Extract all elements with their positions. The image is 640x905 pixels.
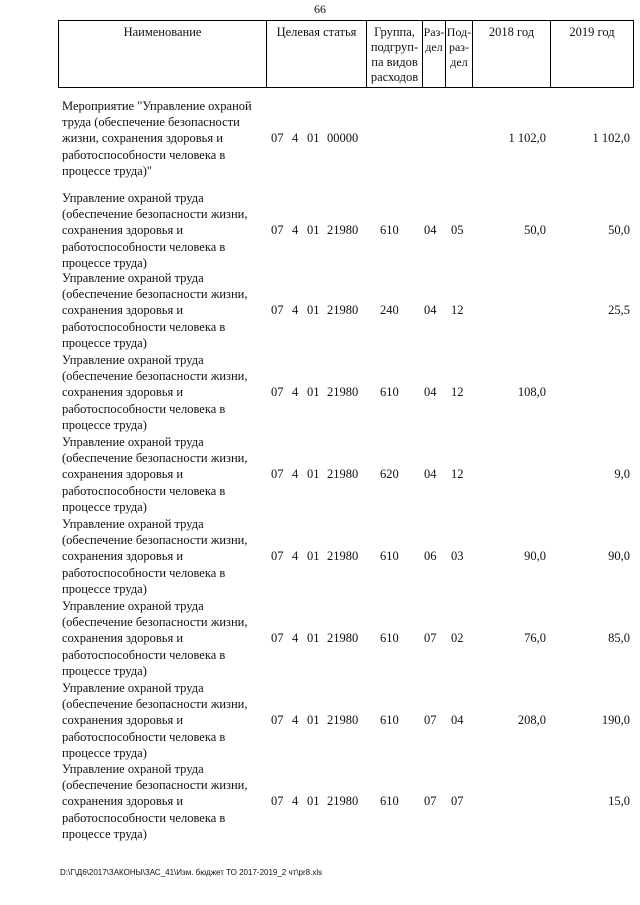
target-article-part2: 4 bbox=[292, 385, 299, 399]
amount-2018: 108,0 bbox=[517, 385, 546, 399]
header-target-article: Целевая статья bbox=[267, 21, 367, 87]
amount-2019: 1 102,0 bbox=[592, 131, 630, 145]
expense-group: 610 bbox=[380, 223, 399, 237]
podrazdel-code: 12 bbox=[451, 385, 464, 399]
expense-group: 610 bbox=[380, 794, 399, 808]
amount-2019: 90,0 bbox=[608, 549, 630, 563]
footer-file-path: D:\Г\Д6\2017\ЗАКОНЫ\ЗАС_41\Изм. бюджет ТО 2017-2019_2 чт\pr8.xls bbox=[60, 868, 323, 877]
target-article-part3: 01 bbox=[307, 631, 320, 645]
razdel-code: 04 bbox=[424, 303, 437, 317]
header-razdel: Раз-дел bbox=[423, 21, 446, 87]
target-article-part4: 21980 bbox=[327, 549, 359, 563]
podrazdel-code: 03 bbox=[451, 549, 464, 563]
expense-group: 610 bbox=[380, 385, 399, 399]
razdel-code: 04 bbox=[424, 223, 437, 237]
amount-2019: 85,0 bbox=[608, 631, 630, 645]
expense-group: 610 bbox=[380, 549, 399, 563]
target-article-part4: 21980 bbox=[327, 303, 359, 317]
target-article-part1: 07 bbox=[271, 131, 284, 145]
target-article-part3: 01 bbox=[307, 549, 320, 563]
header-2018: 2018 год bbox=[473, 21, 551, 87]
target-article-part1: 07 bbox=[271, 223, 284, 237]
podrazdel-code: 04 bbox=[451, 713, 464, 727]
target-article-part1: 07 bbox=[271, 631, 284, 645]
amount-2018: 208,0 bbox=[517, 713, 546, 727]
row-name: Управление охраной труда (обеспечение безопасности жизни, сохранения здоровья и работоспособности человека в процессе труда) bbox=[62, 353, 248, 432]
target-article-part3: 01 bbox=[307, 223, 320, 237]
podrazdel-code: 05 bbox=[451, 223, 464, 237]
amount-2019: 50,0 bbox=[608, 223, 630, 237]
header-2019: 2019 год bbox=[569, 25, 615, 39]
target-article-part1: 07 bbox=[271, 467, 284, 481]
row-name: Управление охраной труда (обеспечение безопасности жизни, сохранения здоровья и работоспособности человека в процессе труда) bbox=[62, 435, 248, 514]
target-article-part4: 21980 bbox=[327, 631, 359, 645]
target-article-part2: 4 bbox=[292, 549, 299, 563]
target-article-part4: 21980 bbox=[327, 223, 359, 237]
amount-2019: 9,0 bbox=[614, 467, 630, 481]
row-name: Управление охраной труда (обеспечение безопасности жизни, сохранения здоровья и работоспособности человека в процессе труда) bbox=[62, 681, 248, 760]
amount-2019: 15,0 bbox=[608, 794, 630, 808]
table-header bbox=[58, 20, 634, 88]
target-article-part3: 01 bbox=[307, 303, 320, 317]
target-article-part3: 01 bbox=[307, 713, 320, 727]
header-name: Наименование bbox=[59, 21, 267, 87]
target-article-part3: 01 bbox=[307, 467, 320, 481]
razdel-code: 04 bbox=[424, 385, 437, 399]
amount-2018: 1 102,0 bbox=[508, 131, 546, 145]
target-article-part2: 4 bbox=[292, 303, 299, 317]
amount-2018: 50,0 bbox=[524, 223, 546, 237]
target-article-part2: 4 bbox=[292, 713, 299, 727]
target-article-part4: 21980 bbox=[327, 467, 359, 481]
expense-group: 610 bbox=[380, 713, 399, 727]
razdel-code: 07 bbox=[424, 794, 437, 808]
razdel-code: 04 bbox=[424, 467, 437, 481]
amount-2018: 90,0 bbox=[524, 549, 546, 563]
target-article-part4: 21980 bbox=[327, 713, 359, 727]
podrazdel-code: 12 bbox=[451, 467, 464, 481]
podrazdel-code: 02 bbox=[451, 631, 464, 645]
target-article-part1: 07 bbox=[271, 303, 284, 317]
expense-group: 240 bbox=[380, 303, 399, 317]
target-article-part1: 07 bbox=[271, 794, 284, 808]
podrazdel-code: 07 bbox=[451, 794, 464, 808]
header-group: Группа, подгруп-па видов расходов bbox=[367, 21, 423, 87]
target-article-part4: 21980 bbox=[327, 385, 359, 399]
row-name: Управление охраной труда (обеспечение безопасности жизни, сохранения здоровья и работоспособности человека в процессе труда) bbox=[62, 599, 248, 678]
row-name: Мероприятие "Управление охраной труда (обеспечение безопасности жизни, сохранения здоровья и работоспособности человека в процессе труда)" bbox=[62, 99, 252, 178]
amount-2018: 76,0 bbox=[524, 631, 546, 645]
target-article-part2: 4 bbox=[292, 223, 299, 237]
razdel-code: 06 bbox=[424, 549, 437, 563]
amount-2019: 25,5 bbox=[608, 303, 630, 317]
page-number: 66 bbox=[314, 2, 326, 16]
target-article-part2: 4 bbox=[292, 794, 299, 808]
target-article-part3: 01 bbox=[307, 131, 320, 145]
target-article-part4: 21980 bbox=[327, 794, 359, 808]
target-article-part1: 07 bbox=[271, 713, 284, 727]
row-name: Управление охраной труда (обеспечение безопасности жизни, сохранения здоровья и работоспособности человека в процессе труда) bbox=[62, 191, 248, 270]
target-article-part1: 07 bbox=[271, 385, 284, 399]
target-article-part2: 4 bbox=[292, 467, 299, 481]
amount-2019: 190,0 bbox=[601, 713, 630, 727]
target-article-part2: 4 bbox=[292, 631, 299, 645]
target-article-part3: 01 bbox=[307, 794, 320, 808]
row-name: Управление охраной труда (обеспечение безопасности жизни, сохранения здоровья и работоспособности человека в процессе труда) bbox=[62, 517, 248, 596]
razdel-code: 07 bbox=[424, 713, 437, 727]
razdel-code: 07 bbox=[424, 631, 437, 645]
podrazdel-code: 12 bbox=[451, 303, 464, 317]
target-article-part1: 07 bbox=[271, 549, 284, 563]
target-article-part2: 4 bbox=[292, 131, 299, 145]
target-article-part4: 00000 bbox=[327, 131, 359, 145]
target-article-part3: 01 bbox=[307, 385, 320, 399]
expense-group: 610 bbox=[380, 631, 399, 645]
row-name: Управление охраной труда (обеспечение безопасности жизни, сохранения здоровья и работоспособности человека в процессе труда) bbox=[62, 271, 248, 350]
expense-group: 620 bbox=[380, 467, 399, 481]
row-name: Управление охраной труда (обеспечение безопасности жизни, сохранения здоровья и работоспособности человека в процессе труда) bbox=[62, 762, 248, 841]
header-podrazdel: Под-раз-дел bbox=[446, 21, 473, 87]
